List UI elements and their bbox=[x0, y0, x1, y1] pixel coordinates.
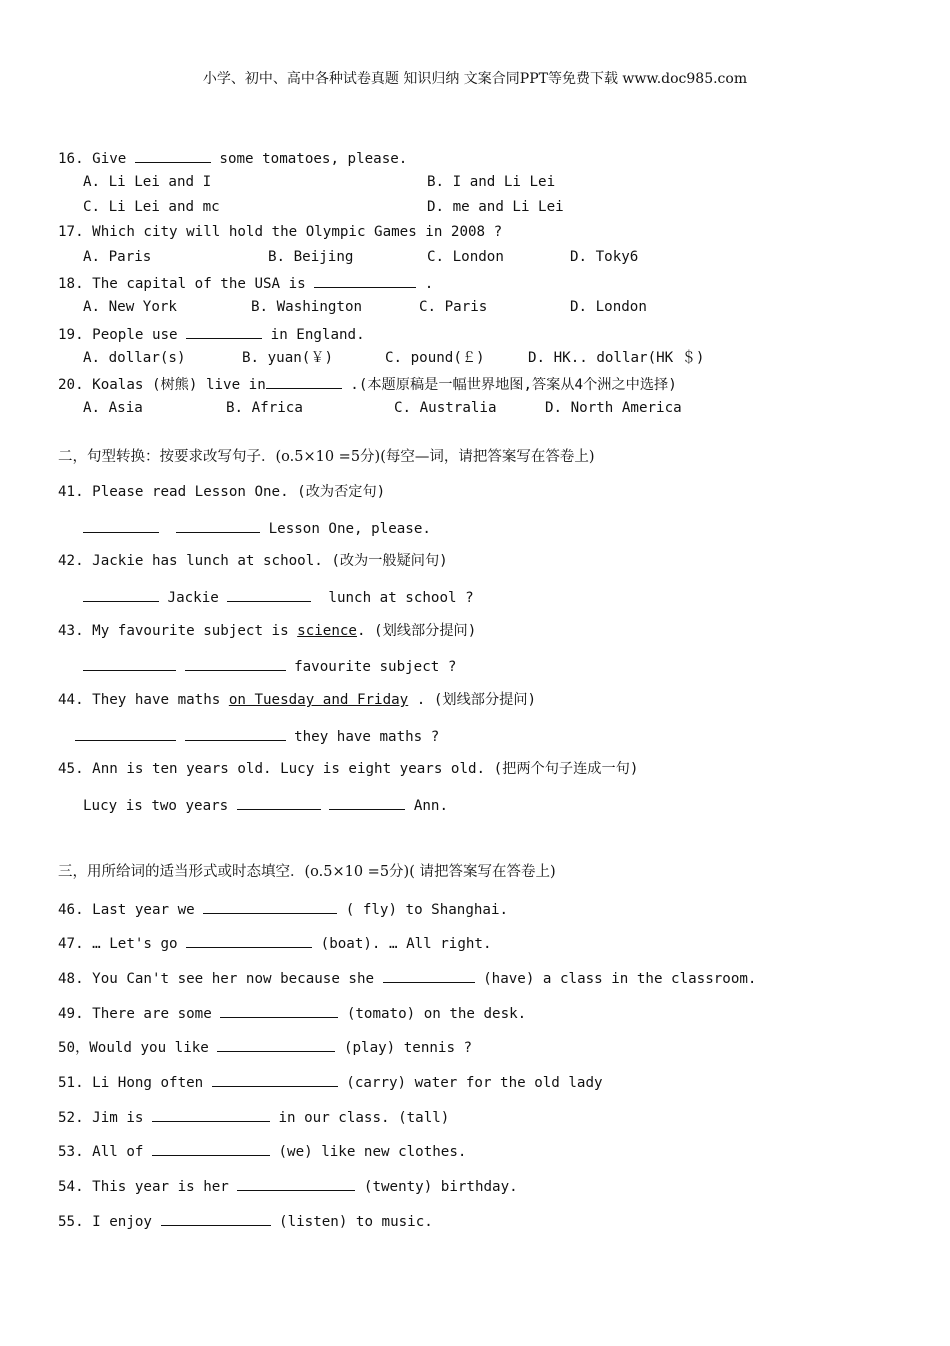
question-text: 53. All of bbox=[58, 1144, 152, 1160]
answer-blank bbox=[220, 1003, 338, 1018]
question-41: 41. Please read Lesson One. (改为否定句) bbox=[58, 484, 386, 500]
answer-blank bbox=[314, 273, 416, 288]
question-text: 43. My favourite subject is bbox=[58, 623, 298, 639]
question-49 bbox=[58, 1003, 526, 1023]
option-b: B. I and Li Lei bbox=[427, 174, 556, 190]
answer-45 bbox=[83, 795, 448, 815]
question-52 bbox=[58, 1107, 449, 1127]
question-16 bbox=[58, 148, 407, 168]
answer-blank bbox=[152, 1107, 270, 1122]
answer-blank bbox=[185, 656, 286, 671]
question-text: 47. … Let's go bbox=[58, 936, 187, 952]
answer-text: lunch at school ? bbox=[311, 590, 474, 606]
question-47 bbox=[58, 933, 492, 953]
question-text: (listen) to music. bbox=[270, 1214, 433, 1230]
question-text: (have) a class in the classroom. bbox=[474, 971, 757, 987]
answer-blank bbox=[83, 518, 159, 533]
question-48 bbox=[58, 968, 756, 988]
question-text: 54. This year is her bbox=[58, 1179, 238, 1195]
option-c: C. Australia bbox=[394, 400, 497, 416]
question-text: .(本题原稿是一幅世界地图,答案从4个洲之中选择) bbox=[341, 377, 677, 393]
option-d: D. me and Li Lei bbox=[427, 199, 564, 215]
answer-41 bbox=[83, 518, 431, 538]
section-3-title: 三，用所给词的适当形式或时态填空．(o.5×10 =5分)( 请把答案写在答卷上) bbox=[58, 864, 556, 880]
answer-43 bbox=[83, 656, 456, 676]
question-43 bbox=[58, 622, 476, 640]
answer-text: Lesson One, please. bbox=[260, 521, 431, 537]
question-text: . bbox=[416, 276, 434, 292]
question-text: (play) tennis ? bbox=[335, 1040, 473, 1056]
question-text: 48. You Can't see her now because she bbox=[58, 971, 383, 987]
option-b: B. Africa bbox=[226, 400, 303, 416]
option-a: A. Asia bbox=[83, 400, 143, 416]
question-50 bbox=[58, 1037, 472, 1057]
question-text: in our class. (tall) bbox=[269, 1110, 450, 1126]
answer-blank bbox=[227, 587, 311, 602]
answer-blank bbox=[83, 656, 176, 671]
answer-blank bbox=[237, 795, 321, 810]
option-d: D. North America bbox=[545, 400, 682, 416]
option-c: C. pound(￡) bbox=[385, 350, 485, 366]
option-a: A. Paris bbox=[83, 249, 152, 265]
answer-text: favourite subject ? bbox=[285, 659, 457, 675]
answer-blank bbox=[266, 374, 342, 389]
question-17: 17. Which city will hold the Olympic Games in 2008 ? bbox=[58, 224, 503, 240]
option-d: D. HK.. dollar(HK ＄) bbox=[528, 350, 705, 366]
answer-44 bbox=[75, 726, 439, 746]
question-44 bbox=[58, 691, 536, 709]
question-text: 50，Would you like bbox=[58, 1040, 218, 1056]
question-text: . (划线部分提问) bbox=[408, 692, 537, 708]
question-53 bbox=[58, 1141, 466, 1161]
answer-text: Lucy is two years bbox=[83, 798, 237, 814]
answer-blank bbox=[185, 726, 286, 741]
option-d: D. Toky6 bbox=[570, 249, 639, 265]
option-a: A. Li Lei and I bbox=[83, 174, 212, 190]
answer-blank bbox=[237, 1176, 355, 1191]
question-text: 19. People use bbox=[58, 327, 187, 343]
question-51 bbox=[58, 1072, 603, 1092]
question-text: ( fly) to Shanghai. bbox=[337, 902, 509, 918]
question-text: 46. Last year we bbox=[58, 902, 204, 918]
question-text: 55. I enjoy bbox=[58, 1214, 161, 1230]
question-45: 45. Ann is ten years old. Lucy is eight years old. (把两个句子连成一句) bbox=[58, 761, 639, 777]
answer-text: they have maths ? bbox=[285, 729, 440, 745]
question-54 bbox=[58, 1176, 518, 1196]
option-b: B. Beijing bbox=[268, 249, 354, 265]
question-text: (we) like new clothes. bbox=[269, 1144, 467, 1160]
question-20 bbox=[58, 374, 677, 394]
answer-blank bbox=[217, 1037, 335, 1052]
answer-blank bbox=[135, 148, 211, 163]
underlined-text: science bbox=[297, 623, 357, 639]
question-42: 42. Jackie has lunch at school. (改为一般疑问句) bbox=[58, 553, 448, 569]
question-46 bbox=[58, 899, 508, 919]
answer-blank bbox=[203, 899, 337, 914]
question-text: 49. There are some bbox=[58, 1006, 221, 1022]
question-text: 20. Koalas (树熊) live in bbox=[58, 377, 266, 393]
answer-blank bbox=[383, 968, 475, 983]
option-c: C. London bbox=[427, 249, 504, 265]
option-b: B. Washington bbox=[251, 299, 363, 315]
question-55 bbox=[58, 1211, 433, 1231]
option-a: A. New York bbox=[83, 299, 177, 315]
question-text: 44. They have maths bbox=[58, 692, 229, 708]
answer-text: Ann. bbox=[405, 798, 449, 814]
question-text: (carry) water for the old lady bbox=[337, 1075, 603, 1091]
page-header: 小学、初中、高中各种试卷真题 知识归纳 文案合同PPT等免费下载 www.doc985.com bbox=[202, 71, 748, 87]
answer-blank bbox=[212, 1072, 338, 1087]
question-text: 18. The capital of the USA is bbox=[58, 276, 315, 292]
question-text: (twenty) birthday. bbox=[355, 1179, 518, 1195]
question-text: (tomato) on the desk. bbox=[338, 1006, 527, 1022]
section-2-title: 二，句型转换：按要求改写句子．(o.5×10 =5分)(每空—词，请把答案写在答卷上) bbox=[58, 449, 595, 465]
question-text: (boat). … All right. bbox=[312, 936, 492, 952]
option-d: D. London bbox=[570, 299, 647, 315]
question-19 bbox=[58, 324, 365, 344]
question-18 bbox=[58, 273, 433, 293]
option-c: C. Li Lei and mc bbox=[83, 199, 220, 215]
question-text: . (划线部分提问) bbox=[356, 623, 477, 639]
answer-text: Jackie bbox=[159, 590, 228, 606]
answer-blank bbox=[83, 587, 159, 602]
answer-blank bbox=[152, 1141, 270, 1156]
question-text: 52. Jim is bbox=[58, 1110, 152, 1126]
answer-blank bbox=[329, 795, 405, 810]
answer-blank bbox=[75, 726, 176, 741]
answer-blank bbox=[186, 324, 262, 339]
question-text: some tomatoes, please. bbox=[210, 151, 408, 167]
question-text: 16. Give bbox=[58, 151, 135, 167]
answer-blank bbox=[186, 933, 312, 948]
answer-blank bbox=[161, 1211, 271, 1226]
answer-42 bbox=[83, 587, 474, 607]
option-b: B. yuan(￥) bbox=[242, 350, 334, 366]
answer-blank bbox=[176, 518, 260, 533]
underlined-text: on Tuesday and Friday bbox=[228, 692, 409, 708]
question-text: 51. Li Hong often bbox=[58, 1075, 212, 1091]
option-c: C. Paris bbox=[419, 299, 488, 315]
question-text: in England. bbox=[262, 327, 365, 343]
option-a: A. dollar(s) bbox=[83, 350, 186, 366]
